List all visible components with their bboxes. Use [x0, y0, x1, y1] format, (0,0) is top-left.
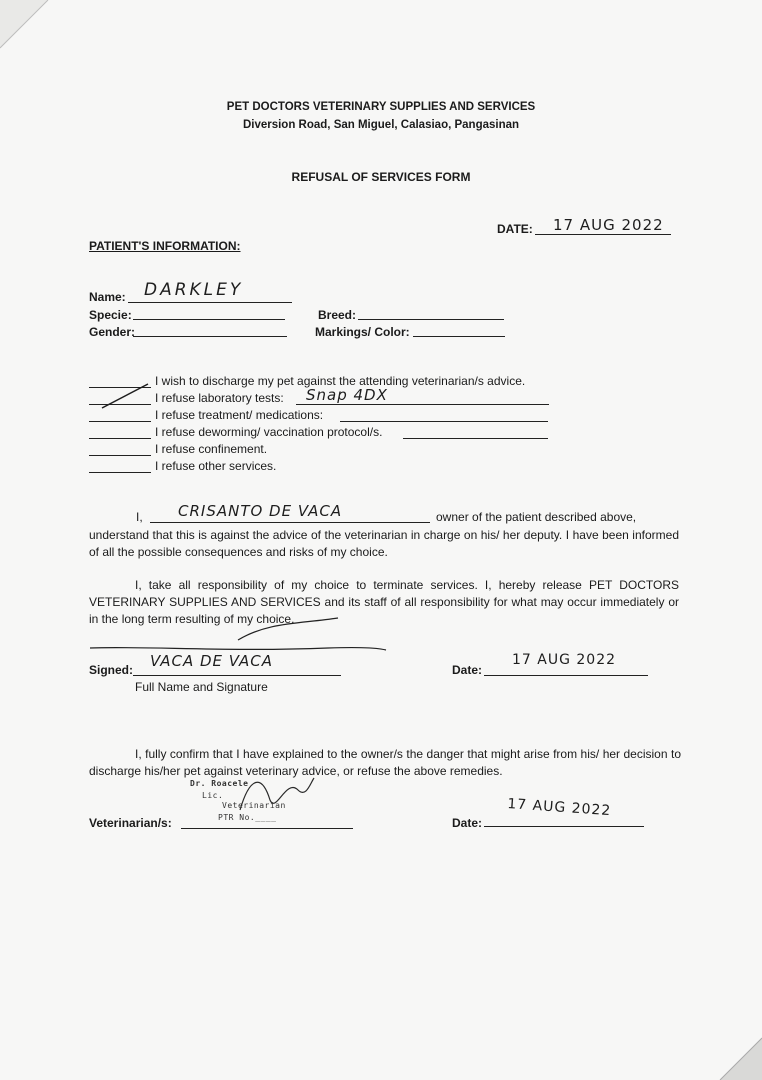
option-blank-3	[89, 421, 151, 422]
para1-after-name: owner of the patient described above,	[436, 510, 637, 524]
vet-date-line	[484, 826, 644, 827]
specie-label: Specie:	[89, 308, 132, 322]
vet-stamp-line-2: Lic.	[202, 791, 224, 800]
option-fill-line-2	[296, 404, 549, 405]
breed-label: Breed:	[318, 308, 357, 322]
signed-label: Signed:	[89, 663, 133, 677]
vet-stamp-line-3: Veterinarian	[222, 801, 286, 810]
patient-section-label: PATIENT'S INFORMATION:	[89, 239, 241, 253]
option-text-3: I refuse treatment/ medications:	[155, 408, 324, 422]
markings-line	[413, 336, 505, 337]
date-label: DATE:	[497, 222, 533, 236]
para1-start: I,	[136, 510, 143, 524]
owner-name-value: CRISANTO DE VACA	[178, 502, 343, 520]
signed-date-label: Date:	[452, 663, 483, 677]
para1-body: understand that this is against the advice of the veterinarian in charge on his/ her deputy. I have been informed of all the possible consequences and risks of my choice.	[89, 528, 679, 559]
signed-date-line	[484, 675, 648, 676]
signed-caption: Full Name and Signature	[135, 680, 268, 694]
para3-body: I, fully confirm that I have explained to the owner/s the danger that might arise from his/ her decision to discharge his/her pet against veterinary advice, or refuse the above remedies.	[89, 747, 681, 778]
specie-line	[133, 319, 285, 320]
paper-corner-top-left	[0, 0, 50, 50]
option-fill-line-3	[340, 421, 548, 422]
paper-corner-bottom-right	[712, 1030, 762, 1080]
name-line	[128, 302, 292, 303]
vet-signature-scribble	[236, 770, 316, 816]
option-text-4: I refuse deworming/ vaccination protocol/s.	[155, 425, 383, 439]
veterinarian-label: Veterinarian/s:	[89, 816, 172, 830]
option-text-5: I refuse confinement.	[155, 442, 268, 456]
vet-date-label: Date:	[452, 816, 483, 830]
option-blank-6	[89, 472, 151, 473]
option-text-6: I refuse other services.	[155, 459, 277, 473]
date-line	[535, 234, 671, 235]
signed-date-value: 17 AUG 2022	[512, 652, 617, 668]
option-text-2: I refuse laboratory tests:	[155, 391, 284, 405]
para2-body: I, take all responsibility of my choice to terminate services. I, hereby release PET DOCTORS VETERINARY SUPPLIES AND SERVICES and its staff of all responsibility for what may occur immediately or in the long term resulting of my choice.	[89, 578, 679, 626]
option-text-1: I wish to discharge my pet against the attending veterinarian/s advice.	[155, 374, 526, 388]
date-value: 17 AUG 2022	[553, 216, 664, 234]
option-blank-2	[89, 404, 151, 405]
breed-line	[358, 319, 504, 320]
vet-stamp-line-4: PTR No.____	[218, 813, 277, 822]
signed-line	[133, 675, 341, 676]
company-address: Diversion Road, San Miguel, Calasiao, Pangasinan	[242, 119, 520, 131]
owner-name-line	[150, 522, 430, 523]
lab-test-value: Snap 4DX	[306, 386, 388, 404]
markings-label: Markings/ Color:	[315, 325, 410, 339]
checkmark-icon	[100, 382, 150, 410]
gender-label: Gender:	[89, 325, 136, 339]
vet-stamp-line-1: Dr. Roacele	[190, 779, 249, 788]
patient-name-value: DARKLEY	[144, 280, 244, 300]
option-fill-line-4	[403, 438, 548, 439]
gender-line	[133, 336, 287, 337]
veterinarian-line	[181, 828, 353, 829]
company-name: PET DOCTORS VETERINARY SUPPLIES AND SERVICES	[226, 101, 536, 113]
option-blank-4	[89, 438, 151, 439]
vet-date-value: 17 AUG 2022	[506, 796, 612, 820]
signed-value: VACA DE VACA	[150, 652, 274, 670]
option-blank-5	[89, 455, 151, 456]
form-title: REFUSAL OF SERVICES FORM	[291, 170, 471, 184]
name-label: Name:	[89, 290, 126, 304]
